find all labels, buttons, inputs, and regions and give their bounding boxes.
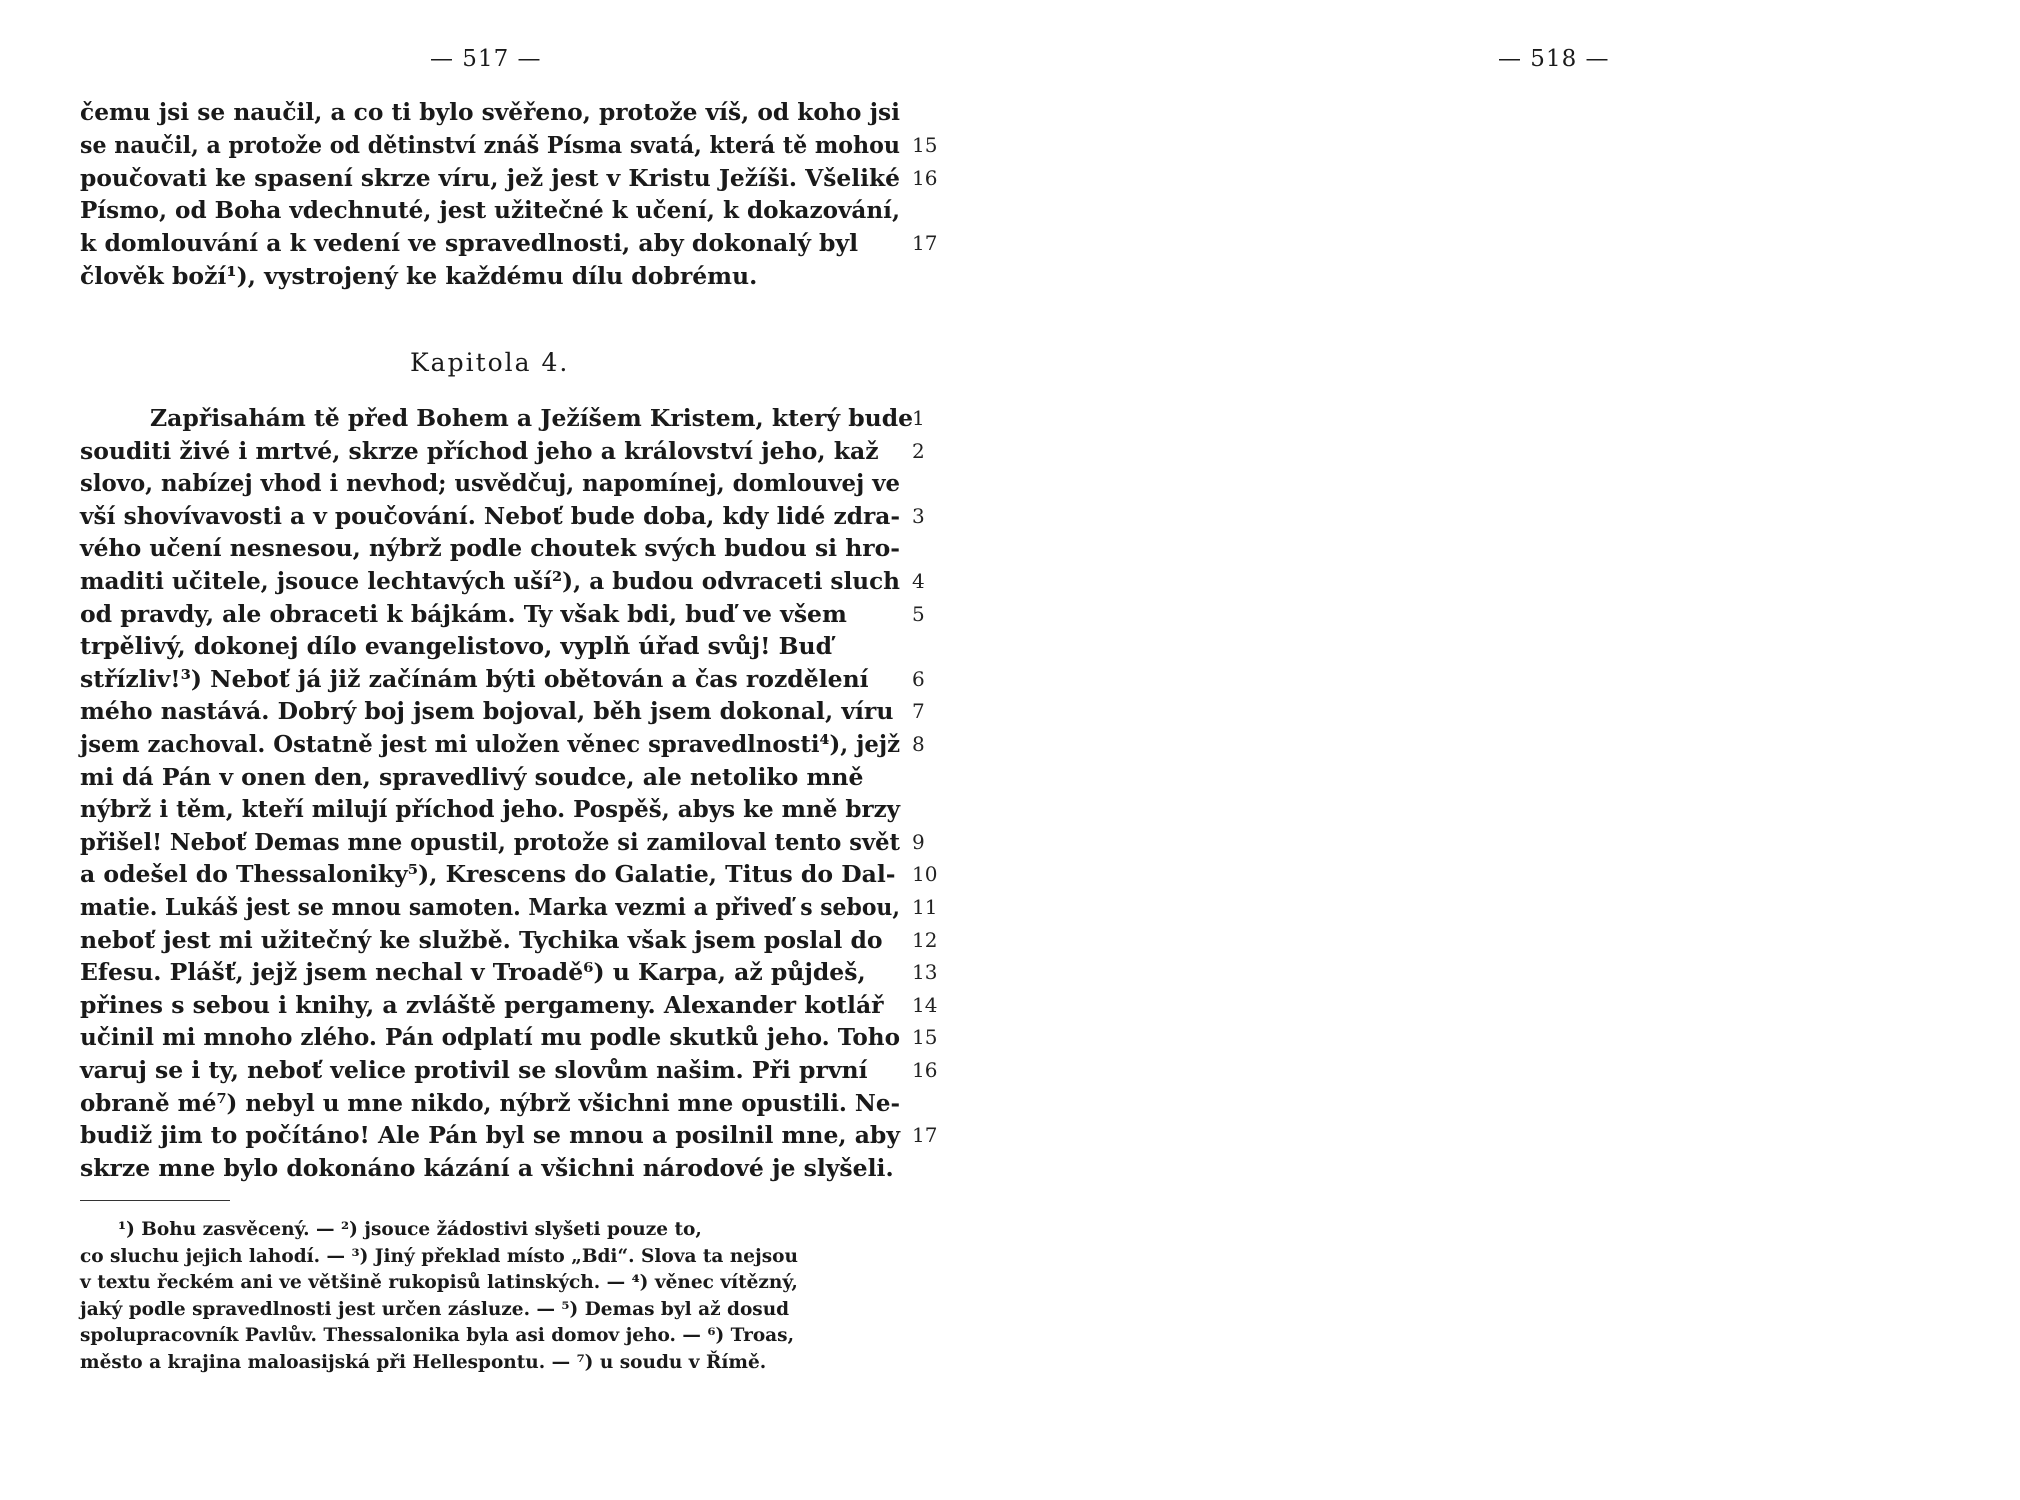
verse-number: 2 [912, 438, 925, 463]
text-line: skrze mne bylo dokonáno kázání a všichni národové je slyšeli. [80, 1153, 894, 1182]
text-line: maditi učitele, jsouce lechtavých uší²), a budou odvraceti sluch [80, 567, 900, 595]
text-line: čemu jsi se naučil, a co ti bylo svěřeno, protože víš, od koho jsi [80, 98, 900, 126]
text-line: se naučil, a protože od dětinství znáš Písma svatá, která tě mohou [80, 130, 900, 159]
text-line: mého nastává. Dobrý boj jsem bojoval, běh jsem dokonal, víru [80, 697, 894, 726]
verse-number: 17 [912, 1123, 938, 1148]
text-line: Písmo, od Boha vdechnuté, jest užitečné k učení, k dokazování, [80, 196, 900, 225]
verse-number: 15 [912, 132, 938, 157]
text-line: Zapřisahám tě před Bohem a Ježíšem Kristem, který bude [150, 404, 914, 432]
verse-number: 4 [912, 569, 925, 593]
verse-number: 1 [912, 406, 925, 430]
verse-number: 12 [912, 927, 938, 952]
verse-number: 14 [912, 992, 938, 1017]
text-line: souditi živé i mrtvé, skrze příchod jeho a království jeho, kaž [80, 436, 879, 465]
text-line: poučovati ke spasení skrze víru, jež jest v Kristu Ježíši. Všeliké [80, 163, 900, 192]
text-line: budiž jim to počítáno! Ale Pán byl se mnou a posilnil mne, aby [80, 1121, 900, 1150]
page-number: — 517 — [430, 46, 542, 72]
text-line: varuj se i ty, neboť velice protivil se slovům našim. Při první [80, 1056, 868, 1084]
text-line: vého učení nesnesou, nýbrž podle choutek svých budou si hro- [80, 534, 900, 563]
footnote-line: ¹) Bohu zasvěcený. — ²) jsouce žádostivi slyšeti pouze to, [118, 1219, 702, 1240]
text-line: přines s sebou i knihy, a zvláště pergameny. Alexander kotlář [80, 990, 884, 1019]
text-line: mi dá Pán v onen den, spravedlivý soudce, ale netoliko mně [80, 762, 864, 791]
verse-number: 16 [912, 165, 938, 190]
verse-number: 9 [912, 829, 925, 854]
verse-number: 17 [912, 231, 938, 256]
footnote-line: město a krajina maloasijská při Hellespontu. — ⁷) u soudu v Římě. [80, 1351, 767, 1373]
footnote-divider [80, 1200, 230, 1201]
page-number: — 518 — [1498, 46, 1610, 72]
text-line: střízliv!³) Neboť já již začínám býti obětován a čas rozdělení [80, 664, 869, 693]
chapter-heading: Kapitola 4. [410, 348, 570, 377]
verse-number: 11 [912, 895, 938, 919]
footnote-line: spolupracovník Pavlův. Thessalonika byla asi domov jeho. — ⁶) Troas, [80, 1325, 795, 1346]
text-line: k domlouvání a k vedení ve spravedlnosti, aby dokonalý byl [80, 229, 859, 258]
text-line: Efesu. Plášť, jejž jsem nechal v Troadě⁶) u Karpa, až půjdeš, [80, 958, 866, 987]
text-line: neboť jest mi užitečný ke službě. Tychika však jsem poslal do [80, 925, 883, 954]
footnote-line: jaký podle spravedlnosti jest určen zásluze. — ⁵) Demas byl až dosud [80, 1298, 790, 1320]
text-line: od pravdy, ale obraceti k bájkám. Ty však bdi, buď ve všem [80, 599, 847, 628]
verse-number: 5 [912, 601, 925, 626]
text-line: trpělivý, dokonej dílo evangelistovo, vyplň úřad svůj! Buď [80, 632, 833, 661]
text-line: nýbrž i těm, kteří milují příchod jeho. Pospěš, abys ke mně brzy [80, 795, 900, 824]
text-line: slovo, nabízej vhod i nevhod; usvědčuj, napomínej, domlouvej ve [80, 469, 900, 498]
text-line: jsem zachoval. Ostatně jest mi uložen věnec spravedlnosti⁴), jejž [80, 730, 900, 758]
verse-number: 7 [912, 699, 925, 724]
text-line: vší shovívavosti a v poučování. Neboť bude doba, kdy lidé zdra- [80, 501, 900, 530]
text-line: obraně mé⁷) nebyl u mne nikdo, nýbrž všichni mne opustili. Ne- [80, 1088, 900, 1117]
verse-number: 8 [912, 732, 925, 756]
text-line: učinil mi mnoho zlého. Pán odplatí mu podle skutků jeho. Toho [80, 1023, 900, 1052]
verse-number: 13 [912, 960, 938, 985]
footnote-line: co sluchu jejich lahodí. — ³) Jiný překlad místo „Bdi“. Slova ta nejsou [80, 1245, 798, 1267]
footnote-line: v textu řeckém ani ve většině rukopisů latinských. — ⁴) věnec vítězný, [80, 1272, 798, 1293]
text-line: člověk boží¹), vystrojený ke každému dílu dobrému. [80, 262, 758, 290]
verse-number: 3 [912, 503, 925, 528]
verse-number: 15 [912, 1025, 938, 1050]
text-line: matie. Lukáš jest se mnou samoten. Marka vezmi a přiveď s sebou, [80, 893, 900, 921]
verse-number: 10 [912, 862, 938, 887]
text-line: a odešel do Thessaloniky⁵), Krescens do Galatie, Titus do Dal- [80, 860, 896, 889]
verse-number: 6 [912, 666, 925, 691]
text-line: přišel! Neboť Demas mne opustil, protože si zamiloval tento svět [80, 827, 900, 856]
verse-number: 16 [912, 1058, 938, 1082]
